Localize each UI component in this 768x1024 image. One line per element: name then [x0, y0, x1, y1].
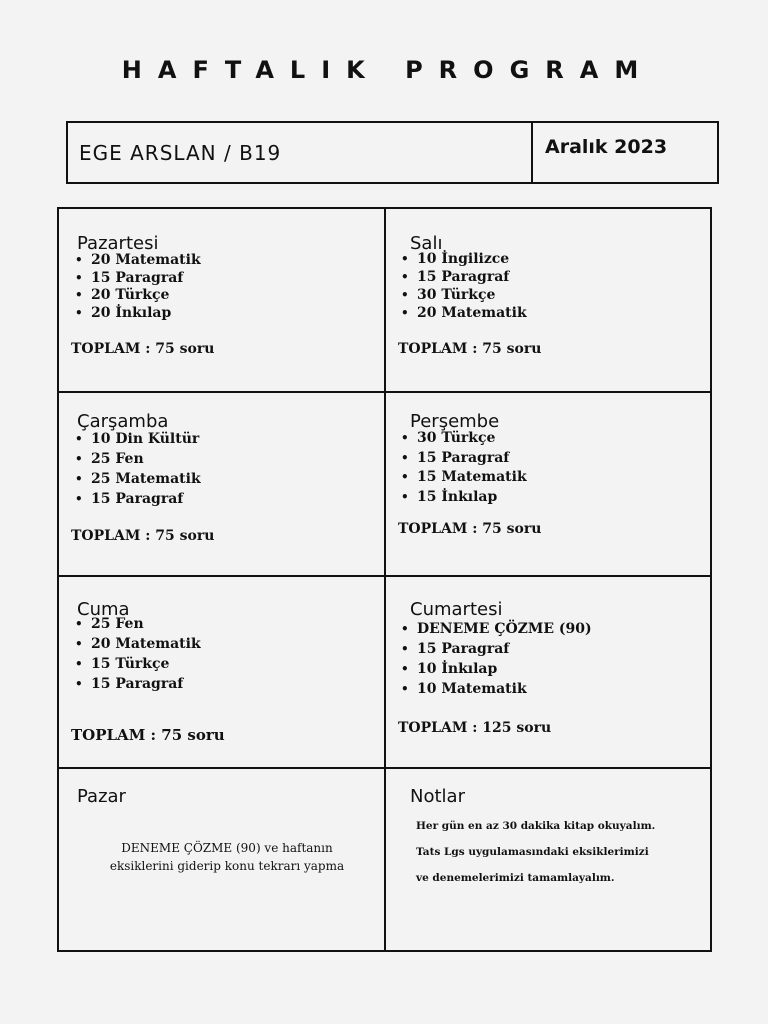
list-item: • 30 Türkçe: [399, 286, 527, 304]
day-cell-persembe: [386, 393, 710, 575]
day-cell-carsamba: [59, 393, 384, 575]
day-cell-sali: [386, 209, 710, 391]
list-item: • 10 Din Kültür: [73, 429, 201, 449]
day-cell-cumartesi: [386, 577, 710, 767]
note-line: ve denemelerimizi tamamlayalım.: [416, 872, 615, 884]
subject-list: [73, 252, 201, 322]
day-cell-cuma: [59, 577, 384, 767]
list-item: • 20 Matematik: [73, 634, 201, 654]
daily-total: TOPLAM : 125 soru: [398, 720, 552, 736]
program-date: Aralık 2023: [545, 136, 668, 158]
daily-total: TOPLAM : 75 soru: [71, 726, 225, 744]
day-label: Pazartesi: [77, 233, 159, 254]
list-item: • 15 Paragraf: [399, 639, 592, 659]
list-item: • 30 Türkçe: [399, 429, 527, 449]
pazar-line: DENEME ÇÖZME (90) ve haftanın: [121, 841, 333, 855]
notes-label: Notlar: [410, 786, 465, 807]
daily-total: TOPLAM : 75 soru: [71, 341, 215, 357]
pazar-line: eksiklerini giderip konu tekrarı yapma: [109, 859, 345, 873]
day-label: Cuma: [77, 599, 130, 620]
pazar-description: [77, 839, 377, 875]
header-box: [66, 121, 719, 184]
note-line: Her gün en az 30 dakika kitap okuyalım.: [416, 820, 656, 832]
list-item: • 15 Paragraf: [399, 449, 527, 469]
daily-total: TOPLAM : 75 soru: [398, 521, 542, 537]
list-item: • 15 Paragraf: [399, 268, 527, 286]
list-item: • 20 Türkçe: [73, 287, 201, 305]
notes-cell: [386, 769, 710, 950]
weekly-schedule-grid: [57, 207, 712, 952]
subject-list: [73, 429, 201, 509]
day-cell-pazartesi: [59, 209, 384, 391]
page-title: HAFTALIK PROGRAM: [121, 56, 655, 84]
list-item: • 20 Matematik: [73, 252, 201, 270]
day-label: Çarşamba: [77, 411, 169, 432]
daily-total: TOPLAM : 75 soru: [398, 341, 542, 357]
subject-list: [73, 614, 201, 694]
list-item: • 25 Fen: [73, 614, 201, 634]
list-item: • 15 Paragraf: [73, 674, 201, 694]
list-item: • 10 Matematik: [399, 679, 592, 699]
daily-total: TOPLAM : 75 soru: [71, 528, 215, 544]
day-label: Perşembe: [410, 411, 500, 432]
list-item: • 15 İnkılap: [399, 488, 527, 508]
subject-list: [399, 619, 592, 699]
day-label: Cumartesi: [410, 599, 503, 620]
list-item: • 20 Matematik: [399, 304, 527, 322]
note-line: Tats Lgs uygulamasındaki eksiklerimizi: [416, 846, 649, 858]
list-item: • 10 İngilizce: [399, 250, 527, 268]
list-item: • 10 İnkılap: [399, 659, 592, 679]
list-item: • 20 İnkılap: [73, 305, 201, 323]
day-cell-pazar: [59, 769, 384, 950]
list-item: • DENEME ÇÖZME (90): [399, 619, 592, 639]
list-item: • 15 Paragraf: [73, 489, 201, 509]
day-label: Pazar: [77, 786, 126, 807]
list-item: • 15 Paragraf: [73, 270, 201, 288]
list-item: • 15 Türkçe: [73, 654, 201, 674]
subject-list: [399, 429, 527, 507]
list-item: • 15 Matematik: [399, 468, 527, 488]
day-label: Salı: [410, 233, 443, 254]
student-name: EGE ARSLAN / B19: [68, 123, 533, 182]
list-item: • 25 Fen: [73, 449, 201, 469]
subject-list: [399, 250, 527, 322]
list-item: • 25 Matematik: [73, 469, 201, 489]
